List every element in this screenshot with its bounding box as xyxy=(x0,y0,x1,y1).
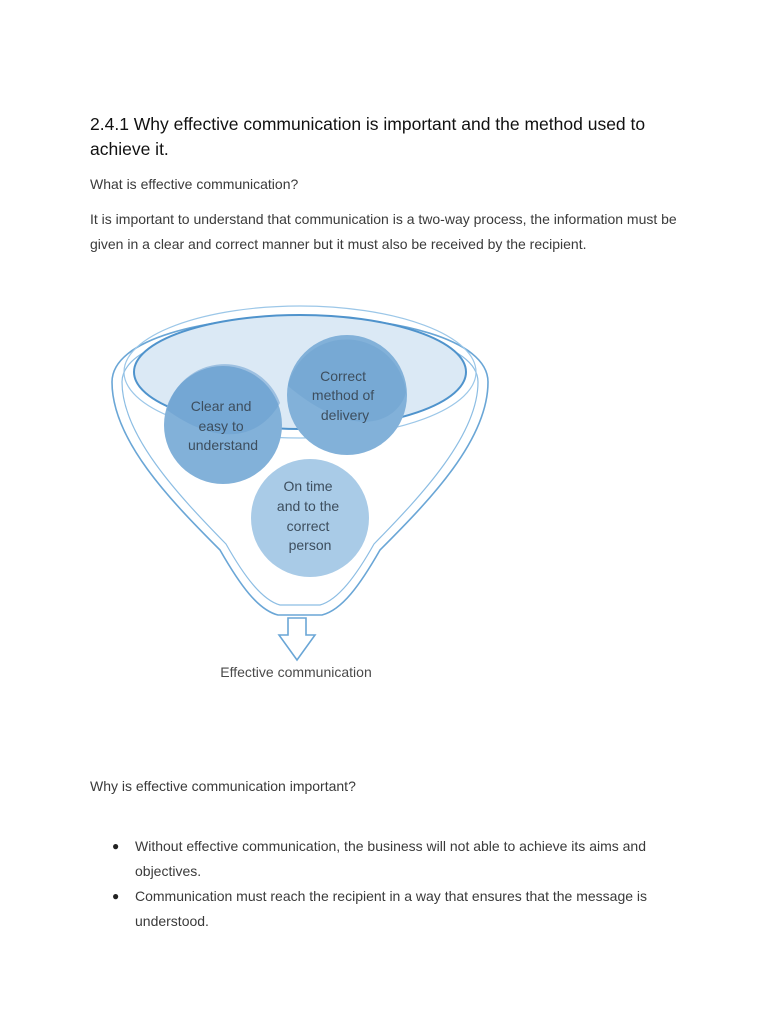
ontime-line-1: On time xyxy=(283,478,333,494)
list-item-text: Without effective communication, the business will not able to achieve its aims and objectives. xyxy=(135,838,646,879)
circle-correct-method-label xyxy=(312,368,378,423)
correct-line-3: delivery xyxy=(320,407,370,423)
question-effective-communication: What is effective communication? xyxy=(90,176,299,192)
bullet-dot-icon: ● xyxy=(112,889,120,903)
clear-line-1: Clear and xyxy=(190,398,252,414)
diagram-caption: Effective communication xyxy=(220,664,372,680)
section-heading: 2.4.1 Why effective communication is important and the method used to achieve it. xyxy=(90,114,646,159)
funnel-svg xyxy=(110,300,490,690)
list-item xyxy=(90,834,690,884)
communication-funnel-diagram xyxy=(110,300,490,690)
down-arrow-icon xyxy=(279,618,315,660)
paragraph-two-way-process: It is important to understand that communication is a two-way process, the information must be given in a clear and correct manner but it must also be received by the recipient. xyxy=(90,211,677,252)
correct-line-1: Correct xyxy=(320,368,367,384)
clear-line-3: understand xyxy=(187,437,259,453)
ontime-line-3: correct xyxy=(286,518,330,534)
correct-line-2: method of xyxy=(311,387,375,403)
reasons-list xyxy=(90,834,690,934)
question-why-important: Why is effective communication important? xyxy=(90,778,356,794)
list-item xyxy=(90,884,690,934)
clear-line-2: easy to xyxy=(198,418,244,434)
list-item-text: Communication must reach the recipient in a way that ensures that the message is understood. xyxy=(135,888,648,929)
bullet-dot-icon: ● xyxy=(112,839,120,853)
ontime-line-2: and to the xyxy=(276,498,340,514)
ontime-line-4: person xyxy=(288,537,332,553)
